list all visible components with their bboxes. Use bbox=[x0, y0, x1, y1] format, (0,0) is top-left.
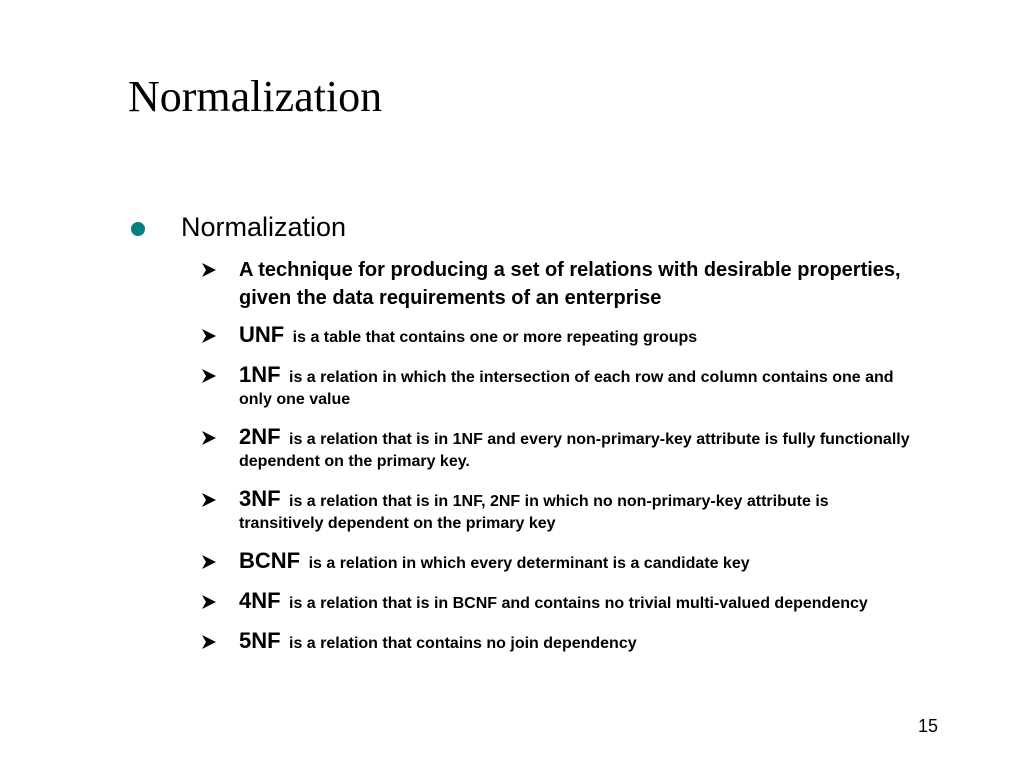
arrowhead-bullet-icon bbox=[200, 553, 218, 571]
sub-bullet-term: 3NF bbox=[239, 486, 281, 511]
sub-bullet-item bbox=[200, 550, 910, 575]
arrowhead-bullet-icon bbox=[200, 429, 218, 447]
sub-bullet-term: BCNF bbox=[239, 548, 301, 573]
sub-bullet-list bbox=[200, 256, 910, 670]
sub-bullet-text: is a table that contains one or more repeating groups bbox=[292, 329, 698, 346]
sub-bullet-term: 1NF bbox=[239, 362, 281, 387]
arrowhead-bullet-icon bbox=[200, 593, 218, 611]
sub-bullet-term: 2NF bbox=[239, 424, 281, 449]
sub-bullet-term: 5NF bbox=[239, 628, 281, 653]
arrowhead-bullet-icon bbox=[200, 367, 218, 385]
sub-bullet-item bbox=[200, 426, 910, 473]
filled-circle-bullet-icon bbox=[131, 222, 145, 236]
slide-title: Normalization bbox=[128, 72, 383, 121]
arrowhead-bullet-icon bbox=[200, 491, 218, 509]
page-number: 15 bbox=[917, 716, 938, 736]
sub-bullet-term: 4NF bbox=[239, 588, 281, 613]
sub-bullet-text: is a relation that contains no join dependency bbox=[289, 635, 637, 652]
sub-bullet-item bbox=[200, 630, 910, 655]
sub-bullet-text: is a relation that is in 1NF and every non-primary-key attribute is fully functionally dependent on the primary key. bbox=[239, 431, 910, 470]
sub-bullet-item bbox=[200, 364, 910, 411]
sub-bullet-item bbox=[200, 324, 910, 349]
arrowhead-bullet-icon bbox=[200, 633, 218, 651]
arrowhead-bullet-icon bbox=[200, 261, 218, 279]
sub-bullet-item bbox=[200, 590, 910, 615]
arrowhead-bullet-icon bbox=[200, 327, 218, 345]
sub-bullet-item bbox=[200, 488, 910, 535]
sub-bullet-text: A technique for producing a set of relations with desirable properties, given the data requirements of an enterprise bbox=[239, 259, 901, 309]
sub-bullet-term: UNF bbox=[239, 322, 285, 347]
sub-bullet-text: is a relation that is in BCNF and contains no trivial multi-valued dependency bbox=[289, 595, 868, 612]
sub-bullet-text: is a relation that is in 1NF, 2NF in which no non-primary-key attribute is transitively dependent on the primary key bbox=[239, 493, 829, 532]
main-bullet-text: Normalization bbox=[181, 212, 347, 242]
sub-bullet-item bbox=[200, 256, 910, 312]
sub-bullet-text: is a relation in which the intersection of each row and column contains one and only one value bbox=[239, 369, 894, 408]
sub-bullet-text: is a relation in which every determinant is a candidate key bbox=[308, 555, 750, 572]
